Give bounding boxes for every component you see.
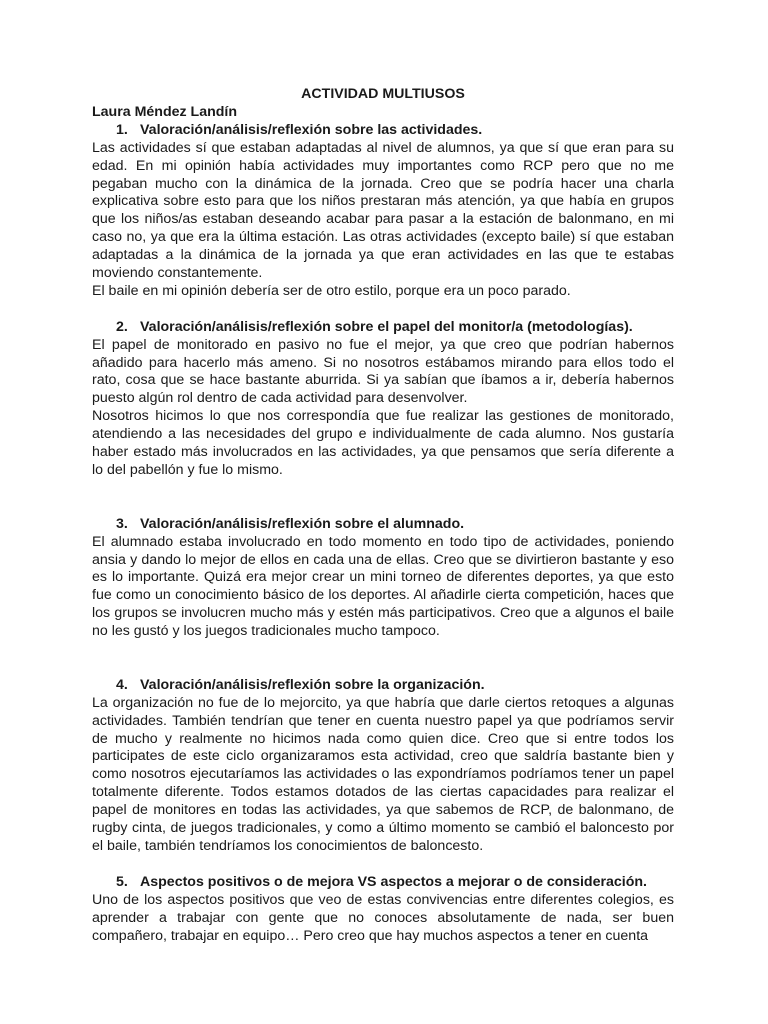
section-heading [92,677,674,695]
blank-line [92,856,674,874]
section-5 [92,874,674,946]
section-number: 3. [116,515,128,532]
section-number: 5. [116,873,128,890]
section-heading-text: Aspectos positivos o de mejora VS aspectos a mejorar o de consideración. [140,873,647,890]
section-3 [92,516,674,641]
section-number: 4. [116,676,128,693]
section-number: 1. [116,121,128,138]
paragraph: El alumnado estaba involucrado en todo momento en todo tipo de actividades, poniendo ansia y dando lo mejor de ellos en cada una de ellas. Creo que se divirtieron bastante y eso es lo importante. Quizá era mejor crear un mini torneo de diferentes deportes, ya que esto fue como un conocimiento básico de los deportes. Al añadirle cierta competición, haces que los grupos se involucren mucho más y estén más participativos. Creo que a algunos el baile no les gustó y los juegos tradicionales mucho tampoco. [92,533,674,640]
blank-line [92,641,674,677]
section-heading-text: Valoración/análisis/reflexión sobre el papel del monitor/a (metodologías). [140,318,633,335]
section-heading-text: Valoración/análisis/reflexión sobre las actividades. [140,121,483,138]
paragraph: La organización no fue de lo mejorcito, ya que habría que darle ciertos retoques a algunas actividades. También tendrían que tener en cuenta nuestro papel ya que podríamos servir de mucho y realmente no hicimos nada como quien dice. Creo que si entre todos los participates de este ciclo organizaramos esta actividad, creo que saldría bastante bien y como nosotros ejecutaríamos las actividades o las expondríamos podríamos tener un papel totalmente diferente. Todos estamos dotados de las ciertas capacidades para realizar el papel de monitores en todas las actividades, ya que sabemos de RCP, de balonmano, de rugby cinta, de juegos tradicionales, y como a último momento se cambió el baloncesto por el baile, también tendríamos los conocimientos de baloncesto. [92,694,674,855]
section-4 [92,677,674,856]
paragraph: El papel de monitorado en pasivo no fue el mejor, ya que creo que podrían habernos añadido para hacerlo más ameno. Si no nosotros estábamos mirando para ellos todo el rato, cosa que se hace bastante aburrida. Si ya sabían que íbamos a ir, debería habernos puesto algún rol dentro de cada actividad para desenvolver. [92,336,674,407]
document-page [92,86,674,945]
section-2 [92,319,674,480]
section-number: 2. [116,318,128,335]
section-heading-text: Valoración/análisis/reflexión sobre la organización. [140,676,485,693]
paragraph: Las actividades sí que estaban adaptadas al nivel de alumnos, ya que sí que eran para su edad. En mi opinión había actividades muy importantes como RCP pero que no me pegaban mucho con la dinámica de la jornada. Creo que se podría hacer una charla explicativa sobre esto para que los niños prestaran más atención, ya que había en grupos que los niños/as estaban deseando acabar para pasar a la estación de balonmano, en mi caso no, ya que era la última estación. Las otras actividades (excepto baile) sí que estaban adaptadas a la dinámica de la jornada ya que eran actividades en las que te estabas moviendo constantemente. [92,139,674,282]
section-heading [92,516,674,534]
paragraph: Nosotros hicimos lo que nos correspondía que fue realizar las gestiones de monitorado, atendiendo a las necesidades del grupo e individualmente de cada alumno. Nos gustaría haber estado más involucrados en las actividades, ya que pensamos que sería diferente a lo del pabellón y fue lo mismo. [92,408,674,479]
section-heading [92,122,674,140]
section-1 [92,122,674,301]
blank-line [92,480,674,516]
paragraph: Uno de los aspectos positivos que veo de estas convivencias entre diferentes colegios, es aprender a trabajar con gente que no conoces absolutamente de nada, ser buen compañero, trabajar en equipo… Pero creo que hay muchos aspectos a tener en cuenta [92,891,674,944]
blank-line [92,301,674,319]
section-heading [92,874,674,892]
document-title: ACTIVIDAD MULTIUSOS [301,86,465,102]
section-heading-text: Valoración/análisis/reflexión sobre el alumnado. [140,515,465,532]
author-name: Laura Méndez Landín [92,103,238,120]
section-heading [92,319,674,337]
paragraph: El baile en mi opinión debería ser de otro estilo, porque era un poco parado. [92,282,571,299]
